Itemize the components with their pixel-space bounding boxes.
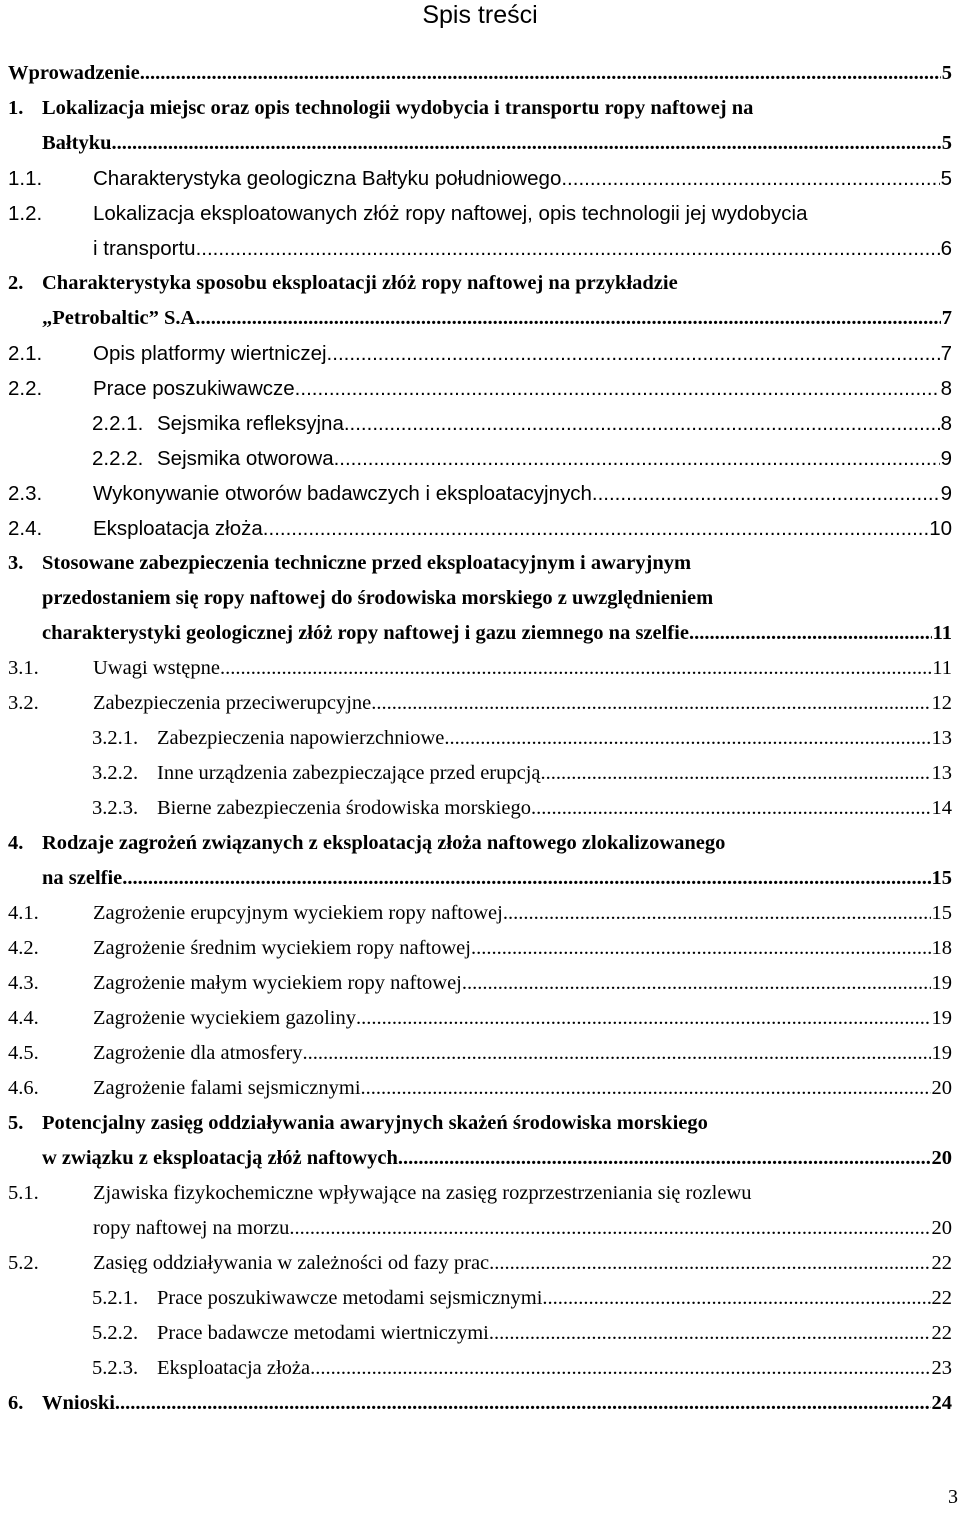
- toc-dot-leader: [344, 406, 940, 441]
- toc-entry[interactable]: [0, 896, 960, 931]
- toc-entry[interactable]: [0, 1316, 960, 1351]
- toc-entry-title: w związku z eksploatacją złóż naftowych: [42, 1147, 398, 1169]
- toc-entry-page: 6: [940, 237, 952, 260]
- toc-entry[interactable]: [0, 1351, 960, 1386]
- toc-entry[interactable]: [0, 721, 960, 756]
- toc-dot-leader: [531, 791, 931, 826]
- toc-entry-number: 4.5.: [8, 1042, 39, 1064]
- toc-entry-number: 4.4.: [8, 1007, 39, 1029]
- toc-dot-leader: [361, 1071, 931, 1106]
- toc-entry[interactable]: [0, 91, 960, 161]
- toc-entry-page: 5: [940, 167, 952, 190]
- toc-entry[interactable]: [0, 1246, 960, 1281]
- toc-entry[interactable]: [0, 546, 960, 651]
- toc-entry-page: 5: [941, 62, 952, 84]
- toc-entry-page: 19: [931, 972, 952, 994]
- toc-entry-page: 18: [931, 937, 952, 959]
- toc-entry-number: 3.1.: [8, 657, 39, 679]
- toc-entry-title: Bierne zabezpieczenia środowiska morskiego: [157, 797, 531, 819]
- toc-entry-number: 5.2.1.: [92, 1287, 139, 1309]
- toc-entry-title: Charakterystyka sposobu eksploatacji złóż ropy naftowej na przykładzie: [42, 272, 678, 294]
- toc-dot-leader: [371, 686, 930, 721]
- toc-entry-page: 20: [931, 1077, 952, 1099]
- toc-entry[interactable]: [0, 1176, 960, 1246]
- toc-entry-title: Charakterystyka geologiczna Bałtyku południowego: [93, 167, 562, 190]
- toc-entry-page: 13: [931, 727, 952, 749]
- toc-entry-page: 11: [932, 622, 952, 644]
- toc-entry-title: Stosowane zabezpieczenia techniczne przed eksploatacyjnym i awaryjnym: [42, 552, 692, 574]
- toc-entry-title: Eksploatacja złoża: [93, 517, 263, 540]
- toc-dot-leader: [592, 476, 940, 511]
- toc-dot-leader: [220, 651, 931, 686]
- toc-entry[interactable]: [0, 791, 960, 826]
- toc-entry-number: 5.1.: [8, 1182, 39, 1204]
- toc-entry-title: „Petrobaltic” S.A.: [42, 307, 201, 329]
- toc-entry[interactable]: [0, 371, 960, 406]
- toc-entry-page: 8: [940, 412, 952, 435]
- toc-entry-title: Lokalizacja miejsc oraz opis technologii wydobycia i transportu ropy naftowej na: [42, 97, 754, 119]
- toc-dot-leader: [263, 511, 928, 546]
- toc-entry-title: Inne urządzenia zabezpieczające przed erupcją: [157, 762, 541, 784]
- toc-entry-number: 2.1.: [8, 342, 43, 365]
- toc-dot-leader: [196, 231, 940, 266]
- toc-entry-number: 4.3.: [8, 972, 39, 994]
- toc-entry-number: 4.1.: [8, 902, 39, 924]
- toc-entry[interactable]: [0, 966, 960, 1001]
- toc-entry-number: 3.2.: [8, 692, 39, 714]
- toc-entry-title: Wnioski: [42, 1392, 115, 1414]
- toc-entry-number: 4.: [8, 832, 24, 854]
- toc-entry-title: Zabezpieczenia napowierzchniowe: [157, 727, 445, 749]
- toc-entry[interactable]: [0, 1386, 960, 1421]
- toc-entry-number: 5.2.3.: [92, 1357, 139, 1379]
- toc-entry-page: 22: [931, 1252, 952, 1274]
- toc-entry-title: na szelfie: [42, 867, 123, 889]
- toc-dot-leader: [295, 371, 940, 406]
- toc-entry-title: Prace poszukiwawcze metodami sejsmicznymi: [157, 1287, 543, 1309]
- toc-entry-title: Prace badawcze metodami wiertniczymi: [157, 1322, 489, 1344]
- toc-dot-leader: [398, 1141, 931, 1176]
- toc-entry[interactable]: [0, 1001, 960, 1036]
- toc-entry-title: Zagrożenie dla atmosfery: [93, 1042, 303, 1064]
- toc-entry-number: 4.6.: [8, 1077, 39, 1099]
- toc-entry-number: 5.2.: [8, 1252, 39, 1274]
- toc-dot-leader: [489, 1246, 930, 1281]
- toc-entry-page: 19: [931, 1042, 952, 1064]
- toc-entry-page: 9: [940, 482, 952, 505]
- toc-entry-number: 1.1.: [8, 167, 43, 190]
- toc-entry-title: Zasięg oddziaływania w zależności od fazy prac: [93, 1252, 490, 1274]
- toc-dot-leader: [310, 1351, 930, 1386]
- toc-entry-title: przedostaniem się ropy naftowej do środowiska morskiego z uwzględnieniem: [42, 587, 714, 609]
- toc-entry-page: 23: [931, 1357, 952, 1379]
- toc-entry[interactable]: [0, 1106, 960, 1176]
- toc-entry-page: 22: [931, 1287, 952, 1309]
- toc-entry-page: 8: [940, 377, 952, 400]
- toc-entry-page: 24: [931, 1392, 952, 1414]
- toc-dot-leader: [542, 1281, 930, 1316]
- toc-entry-title: Zabezpieczenia przeciwerupcyjne: [93, 692, 372, 714]
- toc-entry[interactable]: [0, 1071, 960, 1106]
- toc-entry-number: 1.: [8, 97, 24, 119]
- toc-entry-title: Potencjalny zasięg oddziaływania awaryjnych skażeń środowiska morskiego: [42, 1112, 708, 1134]
- toc-entry-title: Eksploatacja złoża: [157, 1357, 311, 1379]
- toc-entry-title: Zagrożenie wyciekiem gazoliny: [93, 1007, 356, 1029]
- toc-entry[interactable]: [0, 161, 960, 196]
- toc-entry-number: 3.: [8, 552, 24, 574]
- toc-entry[interactable]: [0, 441, 960, 476]
- toc-entry-page: 10: [929, 517, 952, 540]
- toc-entry-number: 6.: [8, 1392, 24, 1414]
- toc-dot-leader: [112, 126, 941, 161]
- toc-dot-leader: [689, 616, 932, 651]
- toc-dot-leader: [503, 896, 931, 931]
- toc-entry-title: i transportu: [93, 237, 196, 260]
- toc-dot-leader: [356, 1001, 931, 1036]
- toc-entry-title: ropy naftowej na morzu: [93, 1217, 290, 1239]
- toc-entry[interactable]: [0, 826, 960, 896]
- toc-entry-title: Bałtyku: [42, 132, 112, 154]
- toc-entry-title: Lokalizacja eksploatowanych złóż ropy naftowej, opis technologii jej wydobycia: [93, 202, 808, 225]
- page-title: Spis treści: [422, 1, 538, 29]
- toc-entry-page: 13: [931, 762, 952, 784]
- toc-entry-page: 9: [940, 447, 952, 470]
- toc-dot-leader: [462, 966, 931, 1001]
- toc-entry-number: 3.2.2.: [92, 762, 139, 784]
- toc-entry[interactable]: [0, 56, 960, 91]
- toc-entry-page: 5: [941, 132, 952, 154]
- toc-dot-leader: [140, 56, 941, 91]
- toc-entry[interactable]: [0, 1281, 960, 1316]
- toc-entry-page: 22: [931, 1322, 952, 1344]
- toc-dot-leader: [561, 161, 939, 196]
- toc-dot-leader: [200, 301, 940, 336]
- toc-entry[interactable]: [0, 406, 960, 441]
- toc-entry-number: 2.2.: [8, 377, 43, 400]
- toc-entry-number: 2.2.1.: [92, 412, 144, 435]
- toc-entry-title: Zagrożenie małym wyciekiem ropy naftowej: [93, 972, 462, 994]
- toc-dot-leader: [444, 721, 930, 756]
- toc-entry-title: Opis platformy wiertniczej: [93, 342, 327, 365]
- toc-entry[interactable]: [0, 266, 960, 336]
- toc-entry-title: Zagrożenie falami sejsmicznymi: [93, 1077, 361, 1099]
- toc-entry-number: 2.4.: [8, 517, 43, 540]
- toc-entry-page: 15: [931, 902, 952, 924]
- toc-entry-page: 20: [931, 1217, 952, 1239]
- toc-entry-title: Zagrożenie erupcyjnym wyciekiem ropy naftowej: [93, 902, 503, 924]
- toc-entry[interactable]: [0, 1036, 960, 1071]
- toc-entry-number: 5.: [8, 1112, 24, 1134]
- toc-entry[interactable]: [0, 686, 960, 721]
- toc-entry-title: Zagrożenie średnim wyciekiem ropy naftowej: [93, 937, 471, 959]
- toc-entry-page: 7: [940, 342, 952, 365]
- toc-entry-number: 2.2.2.: [92, 447, 144, 470]
- toc-entry-page: 12: [931, 692, 952, 714]
- toc-entry-title: Wykonywanie otworów badawczych i eksploatacyjnych: [93, 482, 592, 505]
- toc-entry[interactable]: [0, 931, 960, 966]
- toc-dot-leader: [471, 931, 931, 966]
- toc-entry-title: Rodzaje zagrożeń związanych z eksploatacją złoża naftowego zlokalizowanego: [42, 832, 726, 854]
- toc-entry-title: Uwagi wstępne: [93, 657, 220, 679]
- toc-entry-number: 5.2.2.: [92, 1322, 139, 1344]
- toc-entry-title: Wprowadzenie: [8, 62, 140, 84]
- toc-dot-leader: [327, 336, 940, 371]
- toc-dot-leader: [541, 756, 931, 791]
- toc-dot-leader: [289, 1211, 930, 1246]
- toc-entry-number: 3.2.3.: [92, 797, 139, 819]
- toc-entry-page: 20: [931, 1147, 952, 1169]
- page-number: 3: [948, 1486, 958, 1508]
- toc-entry-number: 3.2.1.: [92, 727, 139, 749]
- toc-entry-title: Sejsmika refleksyjna: [157, 412, 344, 435]
- toc-entry-number: 1.2.: [8, 202, 43, 225]
- toc-dot-leader: [115, 1386, 931, 1421]
- toc-entry-number: 2.: [8, 272, 24, 294]
- toc-dot-leader: [334, 441, 940, 476]
- toc-entry-title: Zjawiska fizykochemiczne wpływające na zasięg rozprzestrzeniania się rozlewu: [93, 1182, 752, 1204]
- toc-entry[interactable]: [0, 651, 960, 686]
- toc-dot-leader: [302, 1036, 930, 1071]
- toc-entry[interactable]: [0, 476, 960, 511]
- toc-entry[interactable]: [0, 511, 960, 546]
- toc-entry-page: 19: [931, 1007, 952, 1029]
- toc-dot-leader: [122, 861, 930, 896]
- toc-entry-title: Prace poszukiwawcze: [93, 377, 295, 400]
- toc-entry-number: 2.3.: [8, 482, 43, 505]
- toc-entry[interactable]: [0, 756, 960, 791]
- toc-entry-number: 4.2.: [8, 937, 39, 959]
- toc-entry-page: 11: [932, 657, 952, 679]
- toc-entry-page: 7: [941, 307, 952, 329]
- toc-dot-leader: [489, 1316, 931, 1351]
- toc-entry-page: 15: [931, 867, 952, 889]
- toc-entry[interactable]: [0, 336, 960, 371]
- toc-entry-page: 14: [931, 797, 952, 819]
- toc-entry-title: Sejsmika otworowa: [157, 447, 334, 470]
- toc-entry-title: charakterystyki geologicznej złóż ropy naftowej i gazu ziemnego na szelfie: [42, 622, 689, 644]
- toc-entry[interactable]: [0, 196, 960, 266]
